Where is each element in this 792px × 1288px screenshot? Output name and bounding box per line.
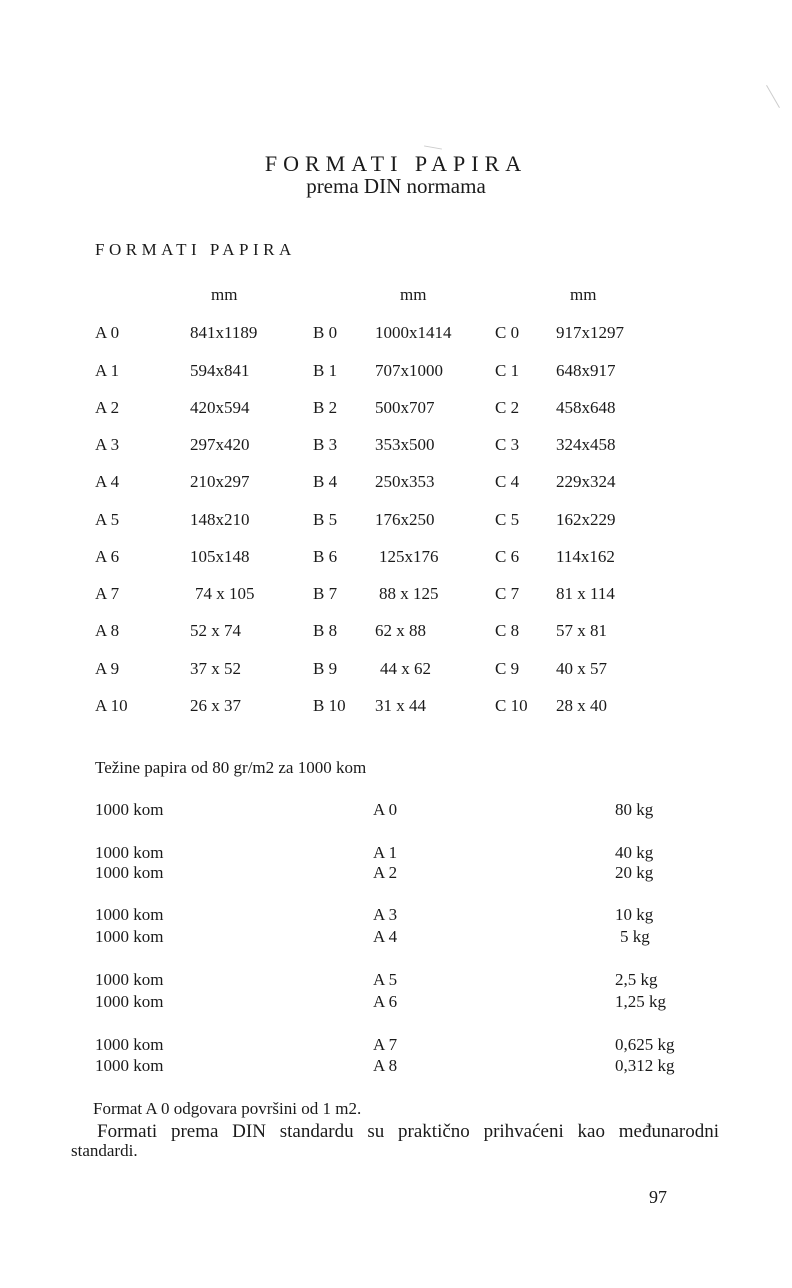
format-b-size: 353x500 (375, 435, 435, 454)
format-b-size: 1000x1414 (375, 323, 452, 342)
format-c-label: C 4 (495, 472, 520, 491)
weight-format: A 7 (373, 1035, 398, 1054)
format-c-label: C 8 (495, 621, 520, 640)
format-a-size: 74 x 105 (195, 584, 255, 603)
weight-format: A 3 (373, 905, 398, 924)
format-a-size: 210x297 (190, 472, 250, 491)
format-a-label: A 8 (95, 621, 120, 640)
format-c-size: 324x458 (556, 435, 616, 454)
weight-value: 0,625 kg (615, 1035, 675, 1054)
format-a-label: A 0 (95, 323, 120, 342)
weight-format: A 0 (373, 800, 398, 819)
format-c-size: 162x229 (556, 510, 616, 529)
weight-format: A 5 (373, 970, 398, 989)
format-c-size: 458x648 (556, 398, 616, 417)
format-a-size: 52 x 74 (190, 621, 241, 640)
weight-format: A 4 (373, 927, 398, 946)
scan-artifact (424, 145, 442, 149)
format-b-size: 44 x 62 (380, 659, 431, 678)
weight-quantity: 1000 kom (95, 1056, 164, 1075)
format-c-label: C 3 (495, 435, 520, 454)
format-b-label: B 5 (313, 510, 338, 529)
format-c-label: C 10 (495, 696, 528, 715)
format-b-label: B 2 (313, 398, 338, 417)
weight-value: 80 kg (615, 800, 654, 819)
unit-label-a: mm (211, 285, 238, 304)
format-c-size: 81 x 114 (556, 584, 615, 603)
format-b-label: B 3 (313, 435, 338, 454)
format-c-label: C 9 (495, 659, 520, 678)
format-b-label: B 0 (313, 323, 338, 342)
weights-title: Težine papira od 80 gr/m2 za 1000 kom (95, 758, 367, 777)
format-b-label: B 4 (313, 472, 338, 491)
weight-quantity: 1000 kom (95, 992, 164, 1011)
format-b-size: 176x250 (375, 510, 435, 529)
format-c-label: C 0 (495, 323, 520, 342)
format-a-size: 297x420 (190, 435, 250, 454)
format-b-label: B 6 (313, 547, 338, 566)
scan-artifact (766, 85, 780, 108)
format-a-label: A 2 (95, 398, 120, 417)
format-a-label: A 5 (95, 510, 120, 529)
weight-value: 5 kg (620, 927, 650, 946)
weight-format: A 2 (373, 863, 398, 882)
format-b-label: B 8 (313, 621, 338, 640)
format-b-size: 500x707 (375, 398, 435, 417)
format-a-label: A 4 (95, 472, 120, 491)
format-a-label: A 7 (95, 584, 120, 603)
format-c-size: 40 x 57 (556, 659, 607, 678)
note-line-1: Format A 0 odgovara površini od 1 m2. (93, 1099, 362, 1118)
format-c-label: C 5 (495, 510, 520, 529)
format-c-size: 114x162 (556, 547, 615, 566)
unit-label-b: mm (400, 285, 427, 304)
section-title-formats: FORMATI PAPIRA (95, 240, 296, 259)
format-b-label: B 10 (313, 696, 346, 715)
weight-value: 40 kg (615, 843, 654, 862)
weight-value: 1,25 kg (615, 992, 666, 1011)
format-a-size: 420x594 (190, 398, 250, 417)
format-a-size: 148x210 (190, 510, 250, 529)
format-a-label: A 9 (95, 659, 120, 678)
format-c-size: 648x917 (556, 361, 616, 380)
format-b-size: 125x176 (379, 547, 439, 566)
format-a-size: 26 x 37 (190, 696, 241, 715)
format-c-size: 229x324 (556, 472, 616, 491)
weight-value: 10 kg (615, 905, 654, 924)
format-b-label: B 9 (313, 659, 338, 678)
note-line-3: standardi. (71, 1141, 138, 1160)
format-a-label: A 10 (95, 696, 128, 715)
format-a-size: 37 x 52 (190, 659, 241, 678)
weight-quantity: 1000 kom (95, 970, 164, 989)
format-b-label: B 1 (313, 361, 338, 380)
format-b-size: 707x1000 (375, 361, 443, 380)
format-b-size: 31 x 44 (375, 696, 426, 715)
weight-quantity: 1000 kom (95, 927, 164, 946)
format-c-label: C 2 (495, 398, 520, 417)
weight-quantity: 1000 kom (95, 863, 164, 882)
format-b-size: 62 x 88 (375, 621, 426, 640)
format-a-label: A 6 (95, 547, 120, 566)
format-a-label: A 3 (95, 435, 120, 454)
weight-format: A 6 (373, 992, 398, 1011)
format-c-size: 57 x 81 (556, 621, 607, 640)
weight-value: 2,5 kg (615, 970, 658, 989)
page-title: FORMATI PAPIRA (264, 151, 528, 176)
unit-label-c: mm (570, 285, 597, 304)
format-a-size: 841x1189 (190, 323, 258, 342)
page-number: 97 (649, 1187, 667, 1207)
format-c-size: 917x1297 (556, 323, 624, 342)
format-a-label: A 1 (95, 361, 120, 380)
format-b-size: 88 x 125 (379, 584, 439, 603)
weight-quantity: 1000 kom (95, 800, 164, 819)
format-b-size: 250x353 (375, 472, 435, 491)
weight-format: A 1 (373, 843, 398, 862)
format-c-label: C 7 (495, 584, 520, 603)
format-c-label: C 6 (495, 547, 520, 566)
weight-value: 20 kg (615, 863, 654, 882)
format-c-label: C 1 (495, 361, 520, 380)
weight-format: A 8 (373, 1056, 398, 1075)
format-c-size: 28 x 40 (556, 696, 607, 715)
weight-quantity: 1000 kom (95, 905, 164, 924)
format-a-size: 105x148 (190, 547, 250, 566)
weight-quantity: 1000 kom (95, 1035, 164, 1054)
weight-quantity: 1000 kom (95, 843, 164, 862)
weight-value: 0,312 kg (615, 1056, 675, 1075)
format-a-size: 594x841 (190, 361, 250, 380)
page-subtitle: prema DIN normama (306, 174, 486, 198)
note-line-2: Formati prema DIN standardu su praktično prihvaćeni kao međunarodni (97, 1121, 719, 1142)
format-b-label: B 7 (313, 584, 338, 603)
